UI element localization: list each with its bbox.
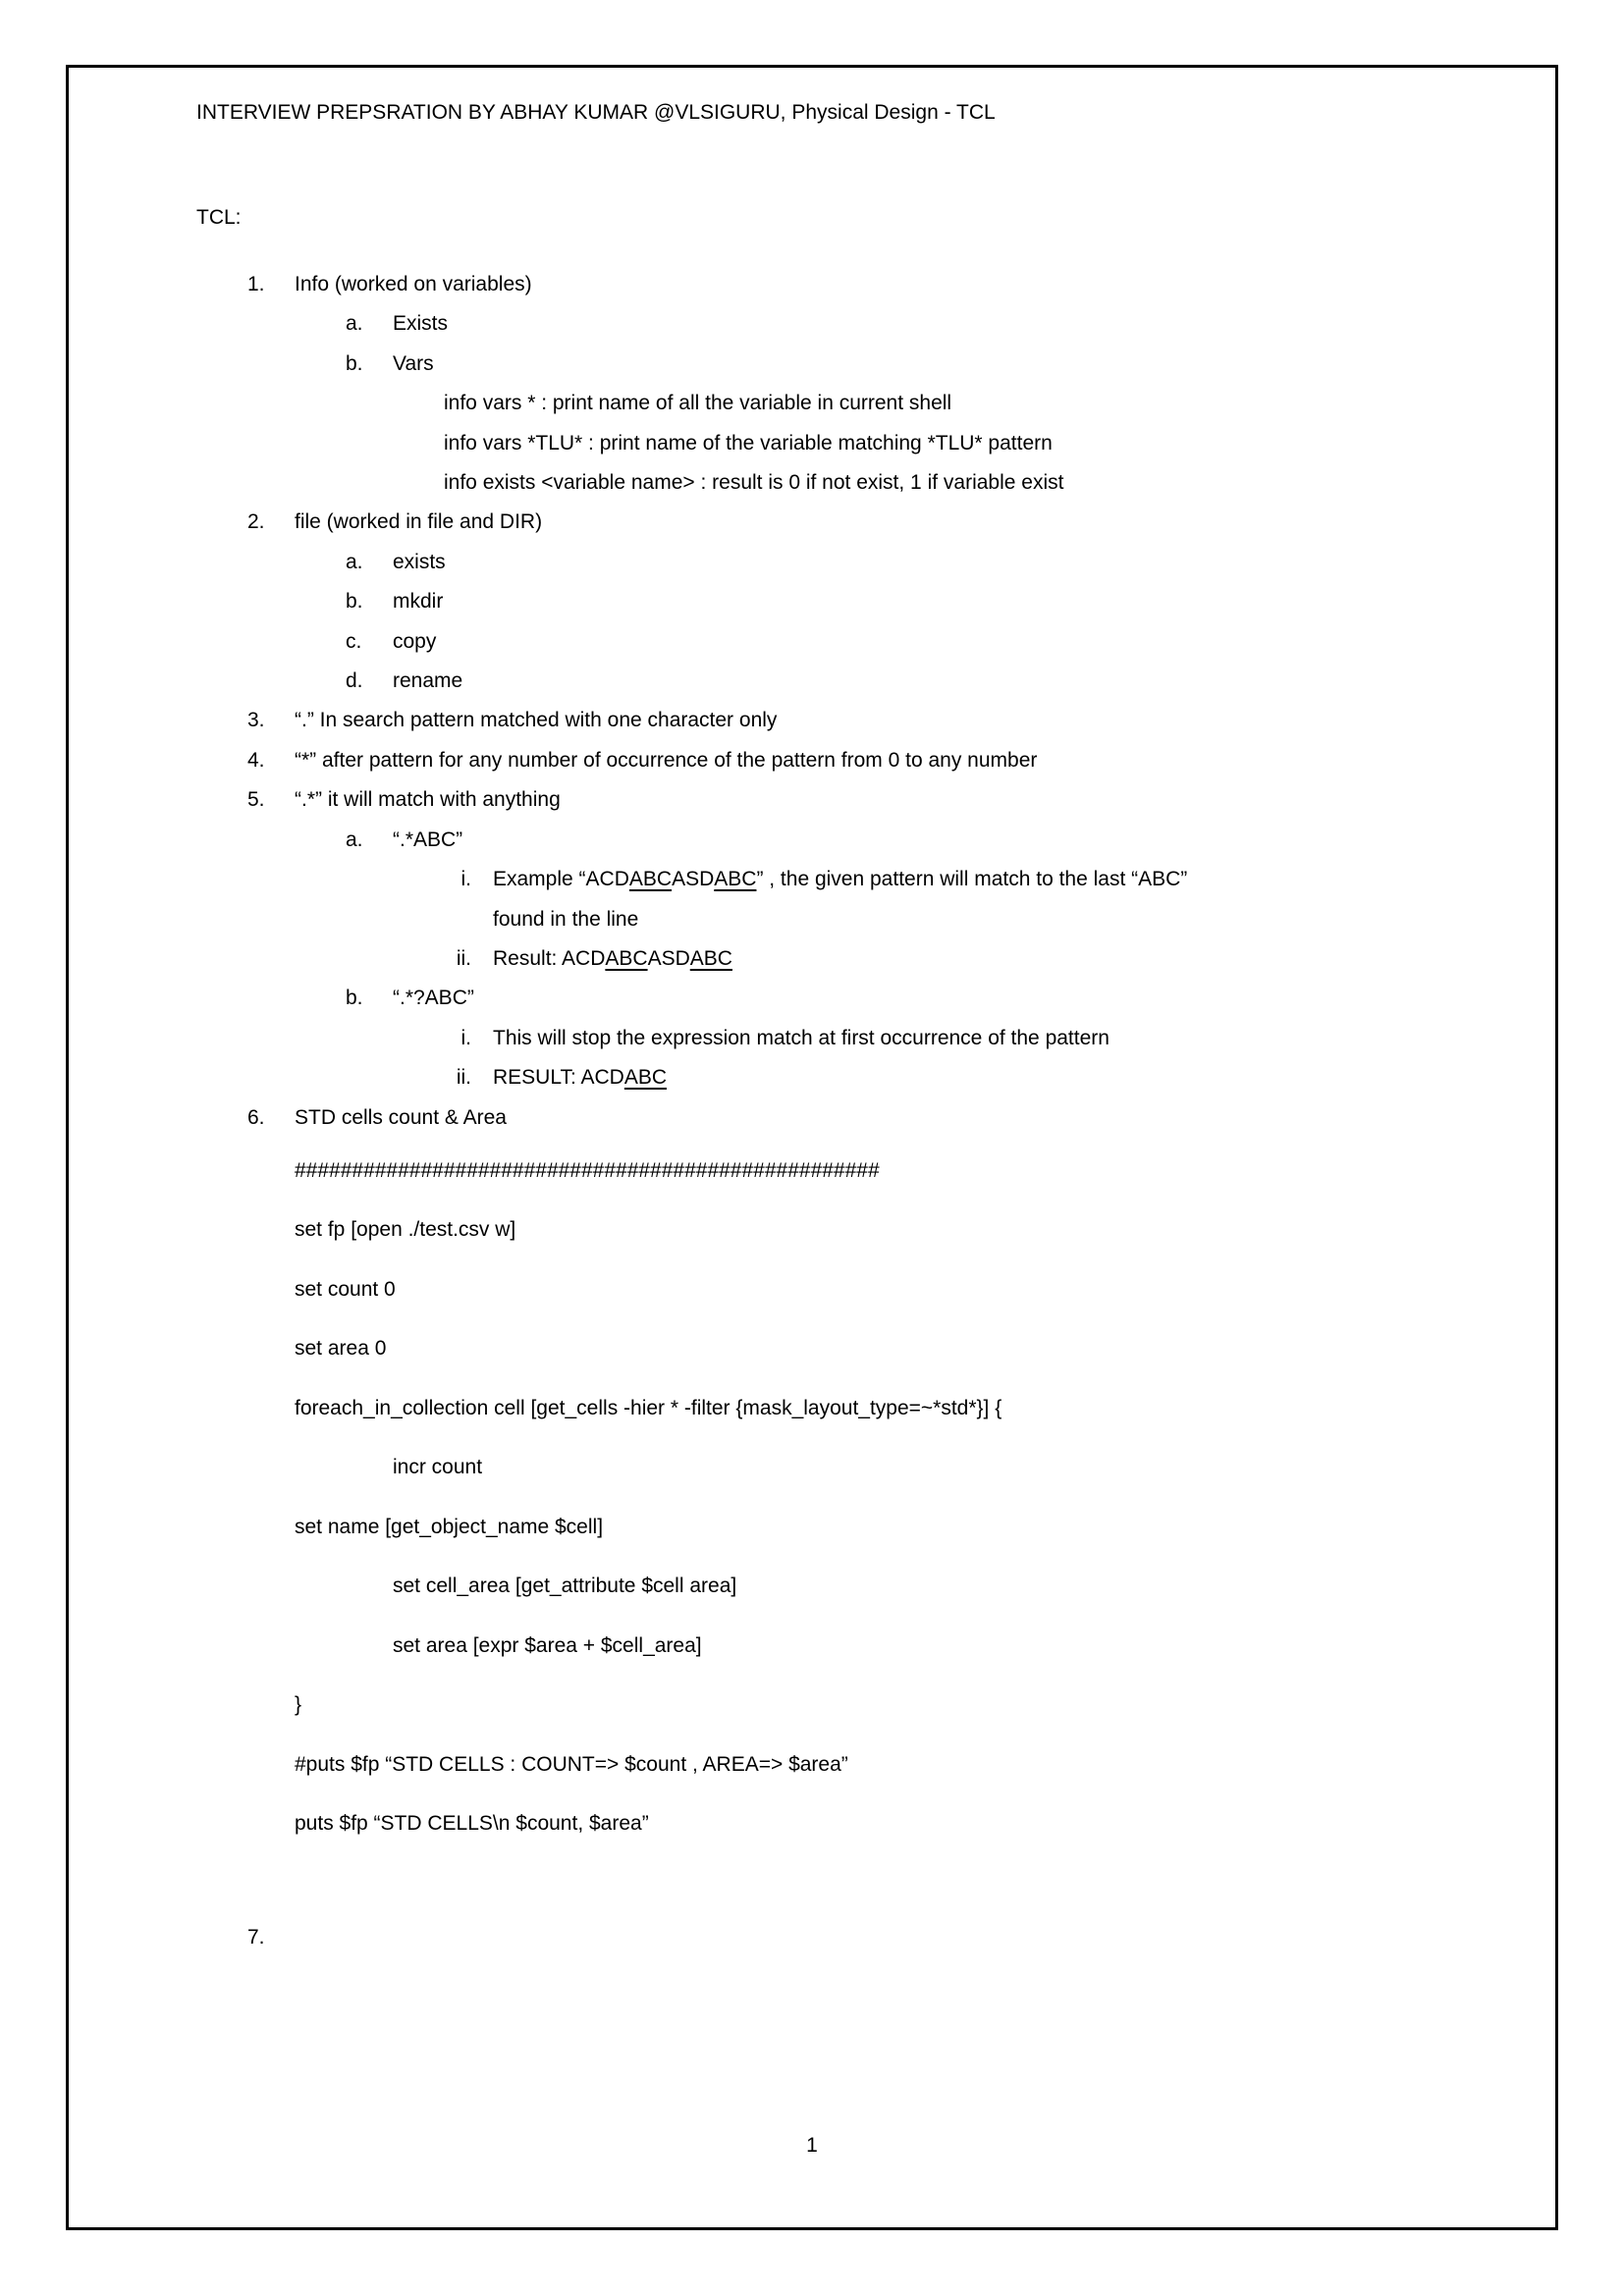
list-item-3 xyxy=(196,701,1187,740)
text-segment: ASD xyxy=(672,868,715,891)
code-line: } xyxy=(295,1693,302,1717)
list-item-2 xyxy=(196,503,1187,542)
list-item-text xyxy=(493,947,732,970)
info-vars-line-3 xyxy=(196,463,1187,503)
list-marker: 7. xyxy=(247,1926,265,1949)
list-item-5b xyxy=(196,979,1187,1018)
list-item-7 xyxy=(196,1926,295,1949)
list-marker: 4. xyxy=(247,748,265,772)
list-item-5b-i xyxy=(196,1019,1187,1058)
underlined-segment: ABC xyxy=(605,946,648,970)
list-marker: a. xyxy=(346,550,363,573)
document-title: INTERVIEW PREPSRATION BY ABHAY KUMAR @VLSIGURU, Physical Design - TCL xyxy=(196,101,996,124)
info-vars-line-1 xyxy=(196,384,1187,423)
code-line-hashes: ################################################### xyxy=(295,1159,880,1182)
list-item-text: “.*ABC” xyxy=(393,828,463,851)
list-item-text: info exists <variable name> : result is 0 if not exist, 1 if variable exist xyxy=(444,471,1064,495)
list-item-4 xyxy=(196,741,1187,780)
list-marker: ii. xyxy=(456,1066,471,1090)
list-item-5a-i xyxy=(196,860,1187,899)
list-marker: b. xyxy=(346,590,363,614)
text-segment: RESULT: ACD xyxy=(493,1066,624,1090)
list-item-text xyxy=(493,1066,667,1089)
list-marker: a. xyxy=(346,312,363,336)
list-item-2c xyxy=(196,622,1187,662)
text-segment: Result: ACD xyxy=(493,946,606,970)
list-marker: b. xyxy=(346,987,363,1010)
list-item-1 xyxy=(196,265,1187,304)
text-segment: ASD xyxy=(647,946,690,970)
list-item-text: found in the line xyxy=(493,907,639,931)
list-marker: 5. xyxy=(247,788,265,812)
list-marker: 2. xyxy=(247,510,265,534)
text-segment: Example “ACD xyxy=(493,868,629,891)
page-number: 1 xyxy=(806,2134,818,2157)
list-item-5a xyxy=(196,821,1187,860)
list-item-text: This will stop the expression match at first occurrence of the pattern xyxy=(493,1026,1110,1049)
list-item-text: exists xyxy=(393,550,446,573)
list-marker: 6. xyxy=(247,1105,265,1129)
list-marker: d. xyxy=(346,669,363,693)
list-item-text: rename xyxy=(393,669,463,693)
underlined-segment: ABC xyxy=(689,946,732,970)
code-line: puts $fp “STD CELLS\n $count, $area” xyxy=(295,1811,649,1835)
section-heading: TCL: xyxy=(196,206,242,229)
list-item-5a-ii xyxy=(196,939,1187,979)
list-item-text: copy xyxy=(393,629,437,653)
code-line: foreach_in_collection cell [get_cells -hier * -filter {mask_layout_type=~*std*}] { xyxy=(295,1396,1002,1419)
list-item-6 xyxy=(196,1098,1187,1138)
code-line: set area 0 xyxy=(295,1337,387,1361)
list-marker: i. xyxy=(460,868,471,891)
code-line: set name [get_object_name $cell] xyxy=(295,1515,604,1538)
list-marker: a. xyxy=(346,828,363,851)
list-marker: ii. xyxy=(456,946,471,970)
code-line: set area [expr $area + $cell_area] xyxy=(393,1633,702,1657)
list-item-text: file (worked in file and DIR) xyxy=(295,510,543,534)
list-item-text: STD cells count & Area xyxy=(295,1105,507,1129)
list-item-5a-i-continuation xyxy=(196,900,1187,939)
code-block xyxy=(295,1142,1001,1853)
underlined-segment: ABC xyxy=(628,868,673,891)
list-marker: 1. xyxy=(247,273,265,295)
text-segment: ” , the given pattern will match to the last “ABC” xyxy=(756,868,1188,891)
underlined-segment: ABC xyxy=(714,868,757,891)
list-item-text: info vars *TLU* : print name of the variable matching *TLU* pattern xyxy=(444,431,1053,454)
list-item-text: “.*?ABC” xyxy=(393,987,474,1010)
code-line: set fp [open ./test.csv w] xyxy=(295,1218,516,1242)
list-item-2d xyxy=(196,662,1187,701)
list-item-text: info vars * : print name of all the variable in current shell xyxy=(444,392,952,415)
list-item-text: Info (worked on variables) xyxy=(295,273,532,295)
list-item-text xyxy=(493,868,1187,890)
info-vars-line-2 xyxy=(196,424,1187,463)
list-item-text: “*” after pattern for any number of occurrence of the pattern from 0 to any number xyxy=(295,748,1038,772)
list-item-1a xyxy=(196,304,1187,344)
underlined-segment: ABC xyxy=(623,1066,668,1090)
list-item-1b xyxy=(196,345,1187,384)
list-item-text: Exists xyxy=(393,312,449,336)
code-line: set cell_area [get_attribute $cell area] xyxy=(393,1575,737,1598)
list-item-5b-ii xyxy=(196,1058,1187,1097)
list-marker: c. xyxy=(346,629,362,653)
list-item-2a xyxy=(196,543,1187,582)
list-marker: i. xyxy=(460,1026,471,1049)
list-marker: b. xyxy=(346,351,363,375)
list-item-5 xyxy=(196,780,1187,820)
list-item-text: mkdir xyxy=(393,590,444,614)
code-line: #puts $fp “STD CELLS : COUNT=> $count , AREA=> $area” xyxy=(295,1752,848,1776)
list-item-2b xyxy=(196,582,1187,621)
list-item-text: “.” In search pattern matched with one character only xyxy=(295,709,778,732)
code-line: incr count xyxy=(393,1456,483,1479)
list-marker: 3. xyxy=(247,709,265,732)
outline-list xyxy=(196,265,1187,1138)
list-item-text: Vars xyxy=(393,351,434,375)
list-item-text: “.*” it will match with anything xyxy=(295,788,561,812)
code-line: set count 0 xyxy=(295,1277,396,1301)
